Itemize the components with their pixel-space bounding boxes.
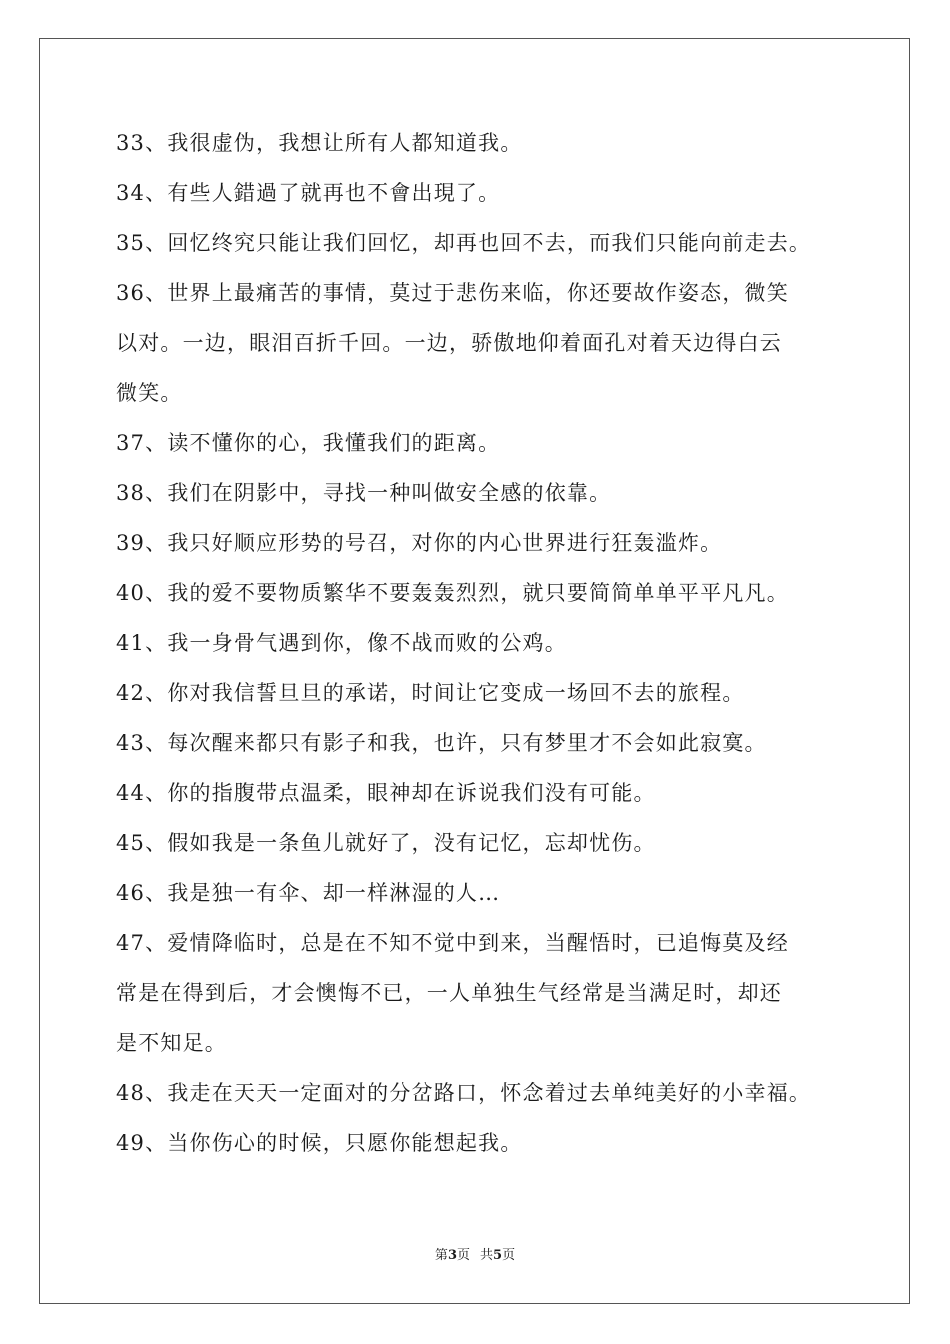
list-item [116,481,856,506]
list-item-line: 40、我的爱不要物质繁华不要轰轰烈烈，就只要简简单单平平凡凡。 [116,581,789,605]
document-body [116,131,856,1181]
list-item-line: 33、我很虚伪，我想让所有人都知道我。 [116,131,523,155]
footer-prefix: 第 [434,1248,448,1263]
list-item [116,831,856,856]
list-item [116,631,856,656]
list-item-line: 46、我是独一有伞、却一样淋湿的人… [116,881,501,905]
list-item-line: 35、回忆终究只能让我们回忆，却再也回不去，而我们只能向前走去。 [116,231,812,255]
list-item-line: 是不知足。 [116,1031,227,1055]
list-item [116,281,856,406]
list-item-line: 微笑。 [116,381,183,405]
list-item [116,231,856,256]
list-item [116,1081,856,1106]
list-item-line: 38、我们在阴影中，寻找一种叫做安全感的依靠。 [116,481,612,505]
list-item [116,531,856,556]
list-item-line: 41、我一身骨气遇到你，像不战而败的公鸡。 [116,631,567,655]
list-item [116,931,856,1056]
list-item-line: 45、假如我是一条鱼儿就好了，没有记忆，忘却忧伤。 [116,831,656,855]
list-item [116,781,856,806]
list-item [116,1131,856,1156]
list-item-line: 37、读不懂你的心，我懂我们的距离。 [116,431,501,455]
page-footer [0,1248,950,1264]
list-item-line: 34、有些人錯過了就再也不會出現了。 [116,181,501,205]
list-item-line: 36、世界上最痛苦的事情，莫过于悲伤来临，你还要故作姿态，微笑 [116,281,789,305]
list-item [116,181,856,206]
footer-total-suffix: 页 [502,1248,516,1263]
footer-page-number: 3 [447,1248,457,1263]
list-item-line: 以对。一边，眼泪百折千回。一边，骄傲地仰着面孔对着天边得白云 [116,331,782,355]
list-item [116,731,856,756]
list-item [116,131,856,156]
list-item-line: 48、我走在天天一定面对的分岔路口，怀念着过去单纯美好的小幸福。 [116,1081,812,1105]
footer-total-pages: 5 [493,1248,503,1263]
list-item-line: 44、你的指腹带点温柔，眼神却在诉说我们没有可能。 [116,781,656,805]
list-item-line: 常是在得到后，才会懊悔不已，一人单独生气经常是当满足时，却还 [116,981,782,1005]
list-item [116,431,856,456]
list-item [116,881,856,906]
footer-total-prefix: 共 [480,1248,494,1263]
list-item-line: 43、每次醒来都只有影子和我，也许，只有梦里才不会如此寂寞。 [116,731,767,755]
list-item [116,681,856,706]
list-item-line: 42、你对我信誓旦旦的承诺，时间让它变成一场回不去的旅程。 [116,681,745,705]
list-item-line: 49、当你伤心的时候，只愿你能想起我。 [116,1131,523,1155]
list-item-line: 47、爱情降临时，总是在不知不觉中到来，当醒悟时，已追悔莫及经 [116,931,789,955]
list-item [116,581,856,606]
footer-page-suffix: 页 [456,1248,470,1263]
list-item-line: 39、我只好顺应形势的号召，对你的内心世界进行狂轰滥炸。 [116,531,723,555]
